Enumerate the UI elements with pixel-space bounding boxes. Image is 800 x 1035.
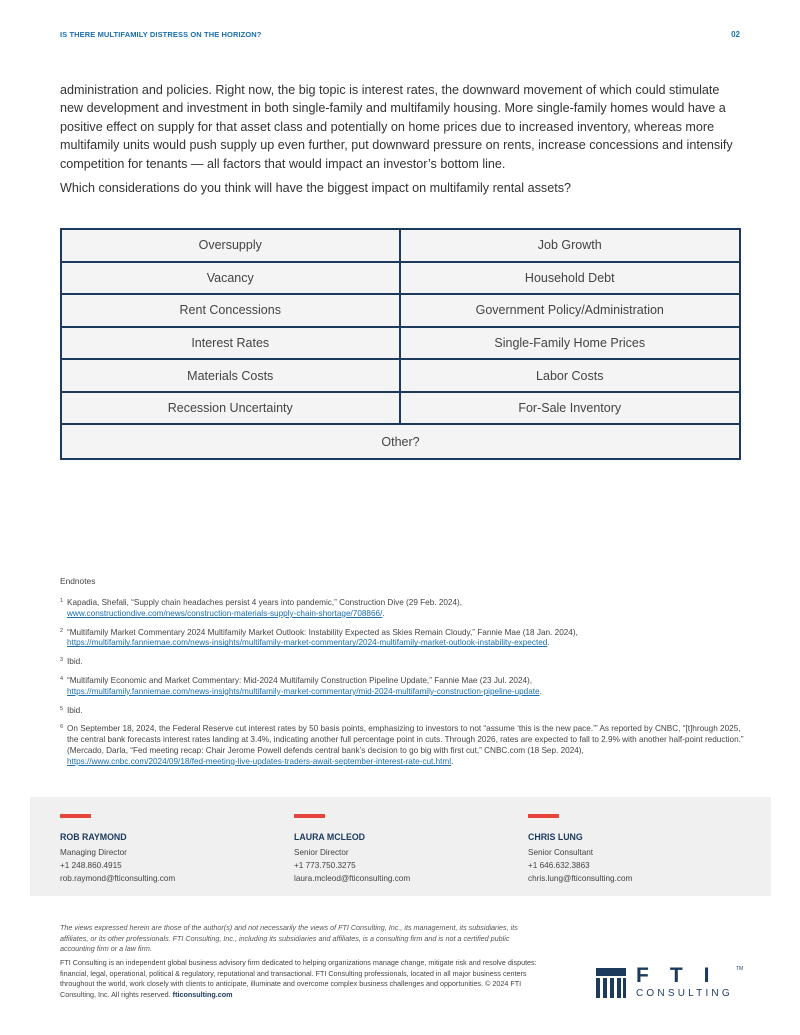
endnotes-title: Endnotes [60,576,96,586]
endnote [60,657,750,668]
endnote-punct: . [547,638,550,648]
contact-title: Senior Consultant [528,848,594,857]
contact-name: LAURA MCLEOD [294,832,366,842]
endnote-link[interactable]: www.constructiondive.com/news/construction-materials-supply-chain-shortage/708866/ [67,608,383,618]
logo-subtitle: CONSULTING [636,988,733,999]
considerations-grid [60,228,741,460]
contacts-panel [30,797,771,896]
accent-bar [294,814,325,818]
logo-letters: FTI [636,964,731,987]
consideration-cell: Household Debt [401,263,740,296]
endnote [60,724,750,767]
header-title: IS THERE MULTIFAMILY DISTRESS ON THE HORIZON? [60,30,262,39]
accent-bar [60,814,91,818]
endnote-text: On September 18, 2024, the Federal Reserve cut interest rates by 50 basis points, emphasizing to investors to not “assume ‘this is the new pace.’” As reported by CNBC, “[t]hrough 2025, the central bank forecasts interest rates landing at 3.4%, indicating another full percentage point in cuts. Through 2026, rates are expected to fall to 2.9% with another half-point reduction.” (Mercado, Darla, “Fed meeting recap: Chair Jerome Powell defends central bank’s decision to go big with first cut,” CNBC.com (18 Sep. 2024), [67,724,744,755]
consideration-cell: Rent Concessions [62,295,401,328]
contact-email[interactable]: laura.mcleod@fticonsulting.com [294,874,411,883]
contact-title: Senior Director [294,848,349,857]
about-body: FTI Consulting is an independent global business advisory firm dedicated to helping organizations manage change, mitigate risk and resolve disputes: financial, legal, operational, political & regulatory, reputational and transactional. FTI Consulting professionals, located in all major business centers throughout the world, work closely with clients to anticipate, illuminate and overcome complex business challenges and opportunities. © 2024 FTI Consulting, Inc. All rights reserved. [60,958,537,999]
consideration-other-cell: Other? [62,425,739,458]
consideration-cell: Materials Costs [62,360,401,393]
fti-logo [596,966,746,1002]
about-text [60,958,550,1000]
contact-phone: +1 248.860.4915 [60,861,122,870]
endnote-number: 3 [60,657,64,664]
consideration-cell: Oversupply [62,230,401,263]
endnote [60,706,750,717]
endnote [60,676,750,698]
contact-name: CHRIS LUNG [528,832,583,842]
consideration-cell: Labor Costs [401,360,740,393]
endnote-text: Ibid. [67,657,83,667]
endnote-number: 1 [60,598,64,604]
endnote-number: 6 [60,724,64,731]
contact-email[interactable]: rob.raymond@fticonsulting.com [60,874,176,883]
endnote-text: “Multifamily Economic and Market Commentary: Mid-2024 Multifamily Construction Pipeline Update,” Fannie Mae (23 Jul. 2024), [67,675,533,685]
logo-trademark: TM [736,966,744,972]
consideration-cell: Job Growth [401,230,740,263]
endnote-punct: . [451,756,454,766]
endnote [60,598,750,620]
body-paragraph: administration and policies. Right now, the big topic is interest rates, the downward movement of which could stimulate new development and investment in both single-family and multifamily housing. More single-family homes would have a positive effect on supply for that asset class and potentially on home prices due to increased inventory, whereas more multifamily units would push supply up even further, put downward pressure on rents, increase concessions and intensify competition for tenants — all factors that would impact an investor’s bottom line. [60,83,733,171]
accent-bar [528,814,559,818]
endnote-text: “Multifamily Market Commentary 2024 Multifamily Market Outlook: Instability Expected as Skies Remain Cloudy,” Fannie Mae (18 Jan. 2024), [67,627,578,637]
endnote [60,628,750,650]
contact-card [60,814,260,885]
contact-phone: +1 646.632.3863 [528,861,590,870]
contact-title: Managing Director [60,848,127,857]
consideration-cell: Government Policy/Administration [401,295,740,328]
endnote-text: Ibid. [67,705,83,715]
contact-phone: +1 773.750.3275 [294,861,356,870]
consideration-cell: Vacancy [62,263,401,296]
endnote-punct: . [539,686,542,696]
consideration-cell: Single-Family Home Prices [401,328,740,361]
building-icon [596,968,626,998]
endnote-text: Kapadia, Shefali, “Supply chain headaches persist 4 years into pandemic,” Construction Dive (29 Feb. 2024), [67,598,463,607]
disclaimer: The views expressed herein are those of the author(s) and not necessarily the views of FTI Consulting, Inc., its management, its subsidiaries, its affiliates, or its other professionals. FTI Consulting, Inc., including its subsidiaries and affiliates, is a consulting firm and is not a certified public accounting firm or a law firm. [60,923,518,953]
consideration-cell: Interest Rates [62,328,401,361]
contact-name: ROB RAYMOND [60,832,127,842]
endnote-link[interactable]: https://multifamily.fanniemae.com/news-insights/multifamily-market-commentary/2024-multifamily-market-outlook-instability-expected [67,638,548,648]
endnote-link[interactable]: https://www.cnbc.com/2024/09/18/fed-meeting-live-updates-traders-await-september-interest-rate-cut.html [67,756,452,766]
website-link[interactable]: fticonsulting.com [172,989,233,999]
contact-card [528,814,728,885]
endnote-punct: . [382,608,385,618]
question-paragraph: Which considerations do you think will have the biggest impact on multifamily rental assets? [60,181,571,195]
endnote-link[interactable]: https://multifamily.fanniemae.com/news-insights/multifamily-market-commentary/mid-2024-multifamily-construction-pipeline-update [67,686,540,696]
endnote-number: 5 [60,705,64,712]
consideration-cell: For-Sale Inventory [401,393,740,426]
endnote-number: 4 [60,675,64,682]
contact-card [294,814,494,885]
endnotes [60,576,750,776]
contact-email[interactable]: chris.lung@fticonsulting.com [528,874,633,883]
page-number: 02 [731,30,740,39]
endnote-number: 2 [60,627,64,634]
consideration-cell: Recession Uncertainty [62,393,401,426]
